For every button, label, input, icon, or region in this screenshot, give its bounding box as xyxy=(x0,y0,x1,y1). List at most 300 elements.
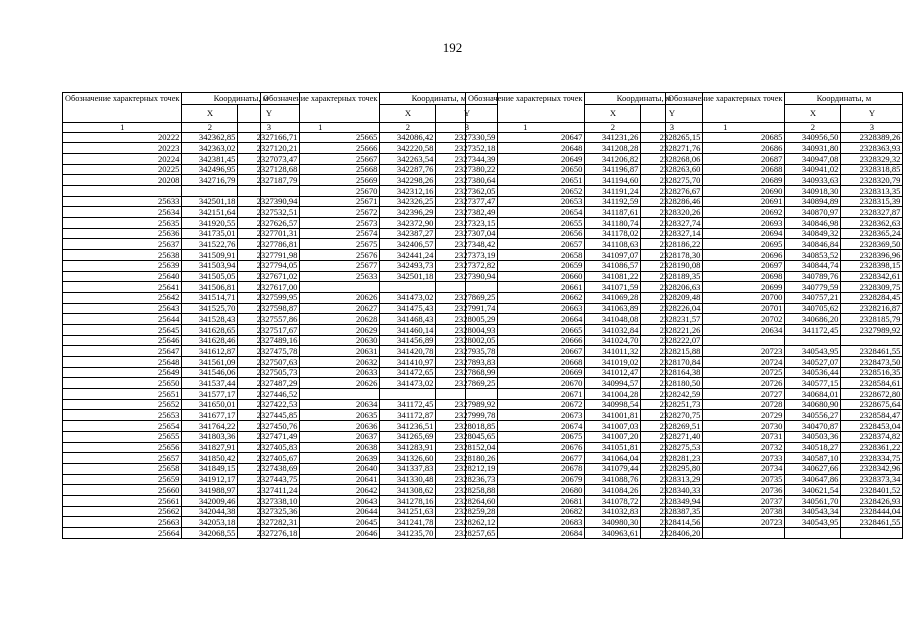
x-coordinate-cell: 341097,07 xyxy=(585,250,641,261)
table-row xyxy=(666,250,903,261)
point-id-cell: 20693 xyxy=(666,218,785,229)
x-coordinate-cell: 340941,02 xyxy=(785,164,841,175)
x-coordinate-cell: 341069,28 xyxy=(585,292,641,303)
table-row xyxy=(261,153,498,164)
x-coordinate-cell: 340627,66 xyxy=(785,463,841,474)
point-id-cell: 25638 xyxy=(63,250,182,261)
y-coordinate-cell: 2328584,61 xyxy=(841,378,903,389)
table-row xyxy=(666,431,903,442)
x-coordinate-cell: 341251,63 xyxy=(380,506,436,517)
x-coordinate-cell: 342044,38 xyxy=(182,506,238,517)
y-coordinate-cell: 2327073,47 xyxy=(238,153,300,164)
x-coordinate-cell: 341473,02 xyxy=(380,292,436,303)
x-coordinate-cell: 341024,70 xyxy=(585,335,641,346)
table-row xyxy=(261,410,498,421)
point-id-cell: 25672 xyxy=(261,207,380,218)
y-coordinate-cell: 2327307,04 xyxy=(436,228,498,239)
x-coordinate-cell: 340963,61 xyxy=(585,528,641,539)
x-coordinate-cell: 341048,08 xyxy=(585,314,641,325)
table-row xyxy=(261,506,498,517)
y-coordinate-cell: 2328675,64 xyxy=(841,399,903,410)
x-coordinate-cell: 340577,15 xyxy=(785,378,841,389)
point-id-cell: 20629 xyxy=(261,324,380,335)
point-id-cell: 25646 xyxy=(63,335,182,346)
point-id-cell: 25654 xyxy=(63,421,182,432)
x-coordinate-cell: 341650,01 xyxy=(182,399,238,410)
y-coordinate-cell: 2328320,79 xyxy=(841,175,903,186)
point-id-cell: 25634 xyxy=(63,207,182,218)
point-id-cell: 20700 xyxy=(666,292,785,303)
x-coordinate-cell: 342362,85 xyxy=(182,132,238,143)
table-row xyxy=(261,453,498,464)
x-coordinate-cell: 340870,97 xyxy=(785,207,841,218)
point-id-cell: 20670 xyxy=(466,378,585,389)
y-coordinate-cell: 2327989,92 xyxy=(436,399,498,410)
point-id-cell: 20652 xyxy=(466,186,585,197)
column-number-2: 2 xyxy=(380,123,436,133)
x-coordinate-cell: 341468,43 xyxy=(380,314,436,325)
point-id-cell: 20684 xyxy=(466,528,585,539)
y-coordinate-cell: 2328018,85 xyxy=(436,421,498,432)
point-id-cell: 20686 xyxy=(666,143,785,154)
point-id-cell: 20683 xyxy=(466,517,585,528)
y-coordinate-cell: 2328365,24 xyxy=(841,228,903,239)
y-coordinate-cell: 2328189,35 xyxy=(641,271,703,282)
coordinates-table-2 xyxy=(260,92,498,539)
point-id-cell: 20733 xyxy=(666,453,785,464)
point-id-cell: 25664 xyxy=(63,528,182,539)
x-coordinate-cell: 340846,84 xyxy=(785,239,841,250)
y-coordinate-cell: 2328264,60 xyxy=(436,495,498,506)
y-coordinate-cell: 2327411,24 xyxy=(238,485,300,496)
y-coordinate-cell: 2327372,82 xyxy=(436,260,498,271)
point-id-cell: 25655 xyxy=(63,431,182,442)
point-id-cell: 20640 xyxy=(261,463,380,474)
y-coordinate-cell: 2327380,22 xyxy=(436,164,498,175)
y-coordinate-cell: 2328206,63 xyxy=(641,282,703,293)
x-coordinate-cell: 342312,16 xyxy=(380,186,436,197)
y-coordinate-cell: 2327390,94 xyxy=(238,196,300,207)
y-coordinate-cell: 2327445,85 xyxy=(238,410,300,421)
y-coordinate-cell: 2328295,80 xyxy=(641,463,703,474)
y-coordinate-cell: 2328401,52 xyxy=(841,485,903,496)
y-coordinate-cell: 2327380,64 xyxy=(436,175,498,186)
y-coordinate-cell: 2328180,26 xyxy=(436,453,498,464)
y-coordinate-cell: 2327330,59 xyxy=(436,132,498,143)
point-id-cell: 25639 xyxy=(63,260,182,271)
y-coordinate-cell: 2327791,98 xyxy=(238,250,300,261)
table-row xyxy=(261,495,498,506)
x-coordinate-cell: 341561,09 xyxy=(182,357,238,368)
y-coordinate-cell: 2328286,46 xyxy=(641,196,703,207)
x-coordinate-cell: 341528,43 xyxy=(182,314,238,325)
x-coordinate-cell: 341920,55 xyxy=(182,218,238,229)
x-coordinate-cell: 341032,83 xyxy=(585,506,641,517)
y-coordinate-cell: 2328414,56 xyxy=(641,517,703,528)
point-id-cell: 20628 xyxy=(261,314,380,325)
point-id-cell xyxy=(63,186,182,197)
point-id-cell: 25663 xyxy=(63,517,182,528)
y-coordinate-cell: 2328186,22 xyxy=(641,239,703,250)
y-coordinate-cell: 2327377,47 xyxy=(436,196,498,207)
point-id-cell: 25665 xyxy=(261,132,380,143)
table-row xyxy=(666,218,903,229)
point-id-cell: 20653 xyxy=(466,196,585,207)
x-coordinate-cell xyxy=(785,335,841,346)
y-coordinate-cell: 2327128,68 xyxy=(238,164,300,175)
point-id-cell: 20656 xyxy=(466,228,585,239)
point-id-cell: 20663 xyxy=(466,303,585,314)
point-id-cell: 20668 xyxy=(466,357,585,368)
x-coordinate-cell: 341849,15 xyxy=(182,463,238,474)
x-header: X xyxy=(585,105,641,123)
y-coordinate-cell: 2328340,33 xyxy=(641,485,703,496)
column-number-3: 3 xyxy=(841,123,903,133)
y-coordinate-cell: 2327166,71 xyxy=(238,132,300,143)
y-coordinate-cell: 2328349,94 xyxy=(641,495,703,506)
table-row xyxy=(261,528,498,539)
x-coordinate-cell: 342493,73 xyxy=(380,260,436,271)
y-coordinate-cell: 2327794,05 xyxy=(238,260,300,271)
point-id-cell: 25667 xyxy=(261,153,380,164)
x-coordinate-cell: 341011,32 xyxy=(585,346,641,357)
y-coordinate-cell: 2328672,80 xyxy=(841,389,903,400)
y-coordinate-cell: 2327893,83 xyxy=(436,357,498,368)
x-coordinate-cell: 341084,26 xyxy=(585,485,641,496)
table-row xyxy=(666,292,903,303)
x-coordinate-cell: 341764,22 xyxy=(182,421,238,432)
x-coordinate-cell: 341278,16 xyxy=(380,495,436,506)
x-coordinate-cell: 341081,22 xyxy=(585,271,641,282)
y-coordinate-cell: 2327276,18 xyxy=(238,528,300,539)
y-coordinate-cell: 2328327,14 xyxy=(641,228,703,239)
point-id-cell: 25637 xyxy=(63,239,182,250)
y-coordinate-cell: 2328473,50 xyxy=(841,357,903,368)
point-id-cell: 20648 xyxy=(466,143,585,154)
x-coordinate-cell: 340933,63 xyxy=(785,175,841,186)
column-number-2: 2 xyxy=(182,123,238,133)
table-row xyxy=(666,378,903,389)
x-coordinate-cell: 341420,78 xyxy=(380,346,436,357)
y-coordinate-cell: 2328236,73 xyxy=(436,474,498,485)
x-coordinate-cell: 341236,51 xyxy=(380,421,436,432)
y-coordinate-cell: 2328363,93 xyxy=(841,143,903,154)
y-coordinate-cell: 2328398,15 xyxy=(841,260,903,271)
x-coordinate-cell: 341475,43 xyxy=(380,303,436,314)
x-coordinate-cell: 340680,90 xyxy=(785,399,841,410)
point-id-cell: 20661 xyxy=(466,282,585,293)
table-row xyxy=(261,421,498,432)
x-coordinate-cell: 340998,54 xyxy=(585,399,641,410)
point-id-cell: 25661 xyxy=(63,495,182,506)
y-coordinate-cell: 2328212,19 xyxy=(436,463,498,474)
y-coordinate-cell: 2328275,70 xyxy=(641,175,703,186)
point-id-cell: 20680 xyxy=(466,485,585,496)
table-row xyxy=(261,442,498,453)
x-coordinate-cell: 341051,81 xyxy=(585,442,641,453)
point-id-cell: 25651 xyxy=(63,389,182,400)
point-id-cell: 20678 xyxy=(466,463,585,474)
y-coordinate-cell: 2328389,26 xyxy=(841,132,903,143)
coordinates-table-4 xyxy=(665,92,903,539)
point-id-cell xyxy=(666,528,785,539)
y-coordinate-cell: 2328373,34 xyxy=(841,474,903,485)
x-coordinate-cell: 340789,76 xyxy=(785,271,841,282)
column-number-2: 2 xyxy=(785,123,841,133)
x-coordinate-cell: 341172,87 xyxy=(380,410,436,421)
point-id-cell: 20655 xyxy=(466,218,585,229)
x-coordinate-cell: 340846,98 xyxy=(785,218,841,229)
point-id-cell: 20222 xyxy=(63,132,182,143)
table-row xyxy=(666,474,903,485)
y-coordinate-cell: 2327487,29 xyxy=(238,378,300,389)
table-row xyxy=(261,324,498,335)
point-id-cell: 25633 xyxy=(261,271,380,282)
point-id-cell: 25657 xyxy=(63,453,182,464)
x-coordinate-cell: 340853,52 xyxy=(785,250,841,261)
table-row xyxy=(666,271,903,282)
table-row xyxy=(261,517,498,528)
point-id-cell: 20642 xyxy=(261,485,380,496)
point-id-cell: 20734 xyxy=(666,463,785,474)
point-id-cell: 20676 xyxy=(466,442,585,453)
y-coordinate-cell: 2328334,75 xyxy=(841,453,903,464)
point-id-cell: 20685 xyxy=(666,132,785,143)
table-row xyxy=(261,335,498,346)
x-coordinate-cell: 341509,91 xyxy=(182,250,238,261)
x-coordinate-cell: 342326,25 xyxy=(380,196,436,207)
x-coordinate-cell: 341337,83 xyxy=(380,463,436,474)
column-number-3: 3 xyxy=(641,123,703,133)
point-id-cell: 20651 xyxy=(466,175,585,186)
point-id-cell: 20667 xyxy=(466,346,585,357)
table-row xyxy=(261,346,498,357)
x-coordinate-cell: 341019,02 xyxy=(585,357,641,368)
point-id-cell: 20665 xyxy=(466,324,585,335)
point-id-cell: 20638 xyxy=(261,442,380,453)
point-id-cell xyxy=(261,389,380,400)
x-coordinate-cell: 341208,28 xyxy=(585,143,641,154)
table-row xyxy=(261,314,498,325)
y-coordinate-cell: 2328387,35 xyxy=(641,506,703,517)
x-coordinate-cell: 340684,01 xyxy=(785,389,841,400)
column-number-2: 2 xyxy=(585,123,641,133)
y-coordinate-cell: 2328170,84 xyxy=(641,357,703,368)
x-coordinate-cell: 340536,44 xyxy=(785,367,841,378)
y-coordinate-cell: 2328444,04 xyxy=(841,506,903,517)
table-row xyxy=(666,410,903,421)
point-id-cell: 20731 xyxy=(666,431,785,442)
y-coordinate-cell: 2328258,88 xyxy=(436,485,498,496)
x-coordinate-cell: 340503,36 xyxy=(785,431,841,442)
y-coordinate-cell: 2328461,55 xyxy=(841,517,903,528)
y-coordinate-cell: 2328281,23 xyxy=(641,453,703,464)
x-coordinate-cell: 340543,95 xyxy=(785,346,841,357)
point-id-cell: 20730 xyxy=(666,421,785,432)
x-coordinate-cell: 342372,90 xyxy=(380,218,436,229)
y-coordinate-cell: 2328262,12 xyxy=(436,517,498,528)
y-coordinate-cell: 2328180,50 xyxy=(641,378,703,389)
x-coordinate-cell: 342298,26 xyxy=(380,175,436,186)
y-coordinate-cell: 2328209,48 xyxy=(641,292,703,303)
point-id-cell: 20727 xyxy=(666,389,785,400)
point-id-cell: 20630 xyxy=(261,335,380,346)
x-coordinate-cell: 342009,46 xyxy=(182,495,238,506)
x-coordinate-cell: 341525,70 xyxy=(182,303,238,314)
y-coordinate-cell: 2327471,49 xyxy=(238,431,300,442)
y-coordinate-cell: 2327505,73 xyxy=(238,367,300,378)
point-id-cell: 20674 xyxy=(466,421,585,432)
table-row xyxy=(666,357,903,368)
x-coordinate-cell: 342068,55 xyxy=(182,528,238,539)
table-row xyxy=(261,207,498,218)
point-id-cell: 25650 xyxy=(63,378,182,389)
point-id-cell: 20669 xyxy=(466,367,585,378)
y-coordinate-cell: 2327352,18 xyxy=(436,143,498,154)
point-id-cell: 25671 xyxy=(261,196,380,207)
point-id-cell: 25662 xyxy=(63,506,182,517)
point-id-cell: 20660 xyxy=(466,271,585,282)
x-coordinate-cell: 341473,02 xyxy=(380,378,436,389)
y-coordinate-cell: 2328516,35 xyxy=(841,367,903,378)
coordinates-header: Координаты, м xyxy=(380,93,498,105)
x-coordinate-cell: 341191,24 xyxy=(585,186,641,197)
x-coordinate-cell: 341522,76 xyxy=(182,239,238,250)
point-id-cell: 20647 xyxy=(466,132,585,143)
y-coordinate-cell: 2327999,78 xyxy=(436,410,498,421)
point-id-cell: 20689 xyxy=(666,175,785,186)
point-id-cell: 20626 xyxy=(261,292,380,303)
y-coordinate-cell: 2328269,51 xyxy=(641,421,703,432)
point-id-cell: 20649 xyxy=(466,153,585,164)
table-row xyxy=(666,442,903,453)
y-coordinate-cell: 2328216,87 xyxy=(841,303,903,314)
x-coordinate-cell: 340918,30 xyxy=(785,186,841,197)
table-row xyxy=(666,186,903,197)
point-id-cell: 20729 xyxy=(666,410,785,421)
point-id-cell: 20736 xyxy=(666,485,785,496)
table-row xyxy=(261,474,498,485)
table-row xyxy=(261,260,498,271)
y-coordinate-cell: 2328257,65 xyxy=(436,528,498,539)
point-id-cell: 20725 xyxy=(666,367,785,378)
x-coordinate-cell: 341505,05 xyxy=(182,271,238,282)
point-id-cell: 25643 xyxy=(63,303,182,314)
y-coordinate-cell: 2327671,02 xyxy=(238,271,300,282)
y-coordinate-cell: 2327338,10 xyxy=(238,495,300,506)
x-coordinate-cell: 341460,14 xyxy=(380,324,436,335)
point-id-cell: 20679 xyxy=(466,474,585,485)
x-coordinate-cell: 341063,89 xyxy=(585,303,641,314)
y-coordinate-cell: 2327362,05 xyxy=(436,186,498,197)
x-coordinate-cell: 341326,60 xyxy=(380,453,436,464)
point-id-cell: 20635 xyxy=(261,410,380,421)
y-coordinate-cell: 2328584,47 xyxy=(841,410,903,421)
y-coordinate-cell: 2328265,15 xyxy=(641,132,703,143)
x-coordinate-cell: 340894,89 xyxy=(785,196,841,207)
point-id-cell: 20658 xyxy=(466,250,585,261)
table-row xyxy=(666,485,903,496)
y-coordinate-cell: 2328313,29 xyxy=(641,474,703,485)
y-coordinate-cell: 2327868,99 xyxy=(436,367,498,378)
x-coordinate-cell: 341308,62 xyxy=(380,485,436,496)
point-id-cell: 20654 xyxy=(466,207,585,218)
x-coordinate-cell: 341537,44 xyxy=(182,378,238,389)
point-id-cell: 20695 xyxy=(666,239,785,250)
x-coordinate-cell: 342220,58 xyxy=(380,143,436,154)
y-coordinate-cell: 2327325,36 xyxy=(238,506,300,517)
point-id-cell: 20643 xyxy=(261,495,380,506)
x-coordinate-cell: 342406,57 xyxy=(380,239,436,250)
point-id-cell: 20657 xyxy=(466,239,585,250)
point-id-cell: 20633 xyxy=(261,367,380,378)
table-row xyxy=(261,303,498,314)
x-coordinate-cell: 341012,47 xyxy=(585,367,641,378)
y-coordinate-cell: 2328313,35 xyxy=(841,186,903,197)
x-coordinate-cell: 341192,59 xyxy=(585,196,641,207)
point-id-cell: 20672 xyxy=(466,399,585,410)
point-id-cell: 20681 xyxy=(466,495,585,506)
x-coordinate-cell: 341206,82 xyxy=(585,153,641,164)
y-coordinate-cell: 2328231,57 xyxy=(641,314,703,325)
point-id-cell: 25668 xyxy=(261,164,380,175)
point-designation-header: Обозначение характерных точек xyxy=(261,93,380,123)
point-id-cell: 20723 xyxy=(666,346,785,357)
y-coordinate-cell: 2328275,53 xyxy=(641,442,703,453)
point-id-cell: 20666 xyxy=(466,335,585,346)
y-coordinate-cell: 2328004,93 xyxy=(436,324,498,335)
table-row xyxy=(261,431,498,442)
y-coordinate-cell: 2328342,96 xyxy=(841,463,903,474)
x-coordinate-cell: 341007,20 xyxy=(585,431,641,442)
x-coordinate-cell: 341194,60 xyxy=(585,175,641,186)
x-coordinate-cell: 341546,06 xyxy=(182,367,238,378)
y-coordinate-cell: 2328369,50 xyxy=(841,239,903,250)
y-coordinate-cell: 2328185,79 xyxy=(841,314,903,325)
x-coordinate-cell: 341677,17 xyxy=(182,410,238,421)
x-coordinate-cell: 341988,97 xyxy=(182,485,238,496)
point-designation-header: Обозначение характерных точек xyxy=(666,93,785,123)
column-number-1: 1 xyxy=(261,123,380,133)
x-coordinate-cell: 340779,59 xyxy=(785,282,841,293)
x-coordinate-cell xyxy=(380,389,436,400)
y-coordinate-cell: 2327382,49 xyxy=(436,207,498,218)
x-coordinate-cell: 340587,10 xyxy=(785,453,841,464)
x-coordinate-cell: 340844,74 xyxy=(785,260,841,271)
x-coordinate-cell: 340518,27 xyxy=(785,442,841,453)
y-coordinate-cell: 2327989,92 xyxy=(841,324,903,335)
y-coordinate-cell: 2327373,19 xyxy=(436,250,498,261)
table-row xyxy=(666,153,903,164)
point-id-cell: 25658 xyxy=(63,463,182,474)
table-row xyxy=(666,164,903,175)
point-id-cell: 20225 xyxy=(63,164,182,175)
point-id-cell: 20671 xyxy=(466,389,585,400)
point-id-cell: 20664 xyxy=(466,314,585,325)
y-coordinate-cell: 2327422,53 xyxy=(238,399,300,410)
x-coordinate-cell: 340705,62 xyxy=(785,303,841,314)
point-id-cell: 20632 xyxy=(261,357,380,368)
y-coordinate-cell: 2328226,04 xyxy=(641,303,703,314)
table-row xyxy=(261,463,498,474)
point-id-cell: 20723 xyxy=(666,517,785,528)
y-coordinate-cell: 2328215,88 xyxy=(641,346,703,357)
y-coordinate-cell: 2327475,78 xyxy=(238,346,300,357)
y-coordinate-cell: 2328152,04 xyxy=(436,442,498,453)
y-coordinate-cell: 2328276,67 xyxy=(641,186,703,197)
y-coordinate-cell: 2328259,28 xyxy=(436,506,498,517)
point-id-cell: 25641 xyxy=(63,282,182,293)
